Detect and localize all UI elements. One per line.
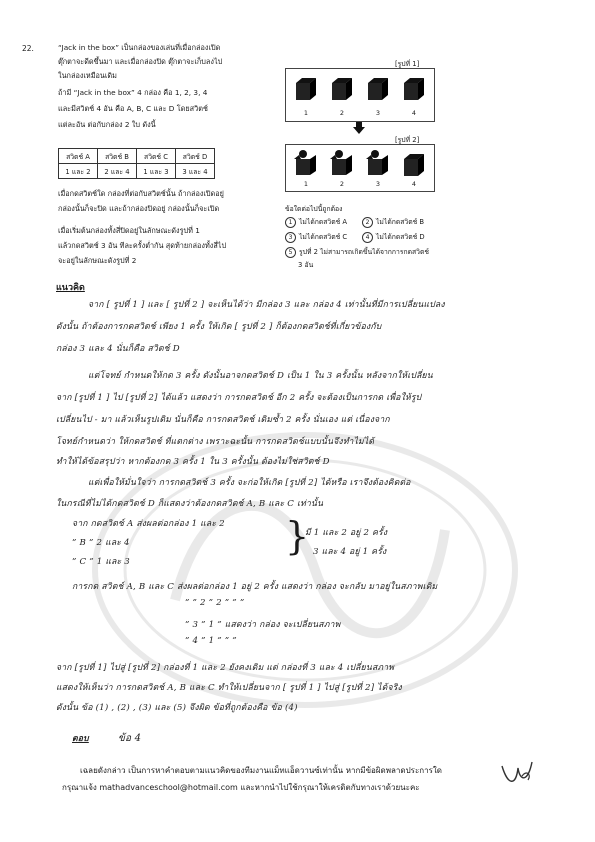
question-line: แล้วกดสวิตช์ 3 อัน ทีละครั้งต่ำกัน สุดท้ายกล่องทั้งสี่ไป — [58, 241, 227, 250]
question-line: เมื่อกดสวิตช์ใด กล่องที่ต่อกับสวิตช์นั้น ถ้ากล่องเปิดอยู่ — [58, 189, 224, 198]
choice-text: ไม่ได้กดสวิตช์ A — [299, 218, 348, 226]
open-box-with-toy-icon — [328, 149, 356, 177]
solution-line: แต่เพื่อให้มั่นใจว่า การกดสวิตช์ 3 ครั้ง จะก่อให้เกิด [รูปที่ 2] ได้หรือ เราจึงต้องคิดต่อ — [88, 478, 411, 488]
table-header: สวิตช์ D — [176, 149, 215, 164]
ditto-line: ” 3 ” 1 ” แสดงว่า กล่อง จะเปลี่ยนสภาพ — [185, 620, 341, 630]
question-number: 22. — [22, 44, 34, 53]
solution-line: จาก [ รูปที่ 1 ] และ [ รูปที่ 2 ] จะเห็นได้ว่า มีกล่อง 3 และ กล่อง 4 เท่านั้นที่มีการเปลี่ยนแปลง — [88, 300, 445, 310]
count-line: มี 1 และ 2 อยู่ 2 ครั้ง — [305, 528, 388, 538]
open-box-with-toy-icon — [292, 149, 320, 177]
closed-box-icon — [328, 75, 356, 103]
down-arrow-icon — [353, 122, 365, 134]
closed-box-icon — [292, 75, 320, 103]
choice-mark: 5 — [285, 247, 296, 258]
box-number: 4 — [411, 180, 417, 188]
table-header: สวิตช์ A — [59, 149, 98, 164]
table-header: สวิตช์ B — [98, 149, 137, 164]
choices-intro: ข้อใดต่อไปนี้ถูกต้อง — [285, 205, 343, 213]
right-brace: } — [285, 514, 310, 558]
solution-heading: แนวคิด — [56, 283, 85, 293]
closed-box-icon — [400, 151, 428, 179]
count-line: 3 และ 4 อยู่ 1 ครั้ง — [313, 547, 387, 557]
footer-line: กรุณาแจ้ง mathadvanceschool@hotmail.com และหากนำไปใช้กรุณาให้เครดิตกับทางเราด้วยนะคะ — [62, 783, 420, 792]
closed-box-icon — [400, 75, 428, 103]
switch-effect-line: จาก กดสวิตช์ A ส่งผลต่อกล่อง 1 และ 2 — [72, 519, 225, 529]
solution-line: ในกรณีที่ไม่ได้กดสวิตช์ D ก็แสดงว่าต้องกดสวิตช์ A, B และ C เท่านั้น — [56, 499, 324, 509]
choice-mark: 1 — [285, 217, 296, 228]
solution-line: โจทย์กำหนดว่า ให้กดสวิตช์ ที่แตกต่าง เพราะฉะนั้น การกดสวิตช์แบบนั้นจึงทำไม่ได้ — [56, 437, 375, 447]
box-number: 3 — [375, 180, 381, 188]
figure2-label: [รูปที่ 2] — [395, 136, 420, 144]
choice-5-continued: 3 อัน — [298, 261, 314, 269]
solution-line: แต่โจทย์ กำหนดให้กด 3 ครั้ง ดังนั้นอาจกดสวิตช์ D เป็น 1 ใน 3 ครั้งนั้น หลังจากให้เปลี่ยน — [88, 371, 433, 381]
box-number: 1 — [303, 109, 309, 117]
figure1-box — [285, 68, 435, 122]
solution-line: จาก [รูปที่ 1 ] ไป [รูปที่ 2] ได้แล้ว แสดงว่า การกดสวิตช์ อีก 2 ครั้ง จะต้องเป็นการกด เพื่อให้รูป — [56, 393, 422, 403]
table-cell: 1 และ 2 — [59, 164, 98, 179]
question-line: จะอยู่ในลักษณะดังรูปที่ 2 — [58, 256, 137, 265]
closed-box-icon — [364, 75, 392, 103]
choice-mark: 2 — [362, 217, 373, 228]
choice-text: ไม่ได้กดสวิตช์ D — [376, 233, 425, 241]
question-line: และมีสวิตช์ 4 อัน คือ A, B, C และ D โดยสวิตช์ — [58, 104, 208, 113]
solution-line: กล่อง 3 และ 4 นั่นก็คือ สวิตช์ D — [56, 344, 180, 354]
answer-label: ตอบ — [72, 734, 89, 744]
ditto-line: ” ” 2 ” 2 ” ” ” — [185, 598, 245, 608]
choice-1 — [285, 216, 347, 228]
choice-mark: 4 — [362, 232, 373, 243]
choice-2 — [362, 216, 424, 228]
choice-4 — [362, 231, 425, 243]
table-cell: 3 และ 4 — [176, 164, 215, 179]
question-line: ในกล่องเหมือนเดิม — [58, 71, 117, 80]
figure1-label: [รูปที่ 1] — [395, 60, 420, 68]
question-line: ถ้ามี “Jack in the box” 4 กล่อง คือ 1, 2, 3, 4 — [58, 88, 208, 97]
solution-line: การกด สวิตช์ A, B และ C ส่งผลต่อกล่อง 1 อยู่ 2 ครั้ง แสดงว่า กล่อง จะกลับ มาอยู่ในสภาพเดิม — [72, 582, 438, 592]
open-box-with-toy-icon — [364, 149, 392, 177]
choice-text: รูปที่ 2 ไม่สามารถเกิดขึ้นได้จากการกดสวิตช์ — [299, 248, 430, 256]
question-line: “Jack in the box” เป็นกล่องของเล่นที่เมื่อกล่องเปิด — [58, 43, 221, 52]
solution-line: ดังนั้น ถ้าต้องการกดสวิตช์ เพียง 1 ครั้ง ให้เกิด [ รูปที่ 2 ] ก็ต้องกดสวิตช์ที่เกี่ยวข้องกับ — [56, 322, 382, 332]
question-line: เมื่อเริ่มต้นกล่องทั้งสี่ปิดอยู่ในลักษณะดังรูปที่ 1 — [58, 226, 200, 235]
box-number: 3 — [375, 109, 381, 117]
solution-line: ดังนั้น ข้อ (1) , (2) , (3) และ (5) จึงผิด ข้อที่ถูกต้องคือ ข้อ (4) — [56, 703, 298, 713]
box-number: 2 — [339, 109, 345, 117]
table-header: สวิตช์ C — [137, 149, 176, 164]
switch-effect-line: ” B ” 2 และ 4 — [72, 538, 130, 548]
question-line: กล่องนั้นก็จะปิด และถ้ากล่องปิดอยู่ กล่องนั้นก็จะเปิด — [58, 204, 220, 213]
choice-text: ไม่ได้กดสวิตช์ C — [299, 233, 348, 241]
question-line: ตุ๊กตาจะดีดขึ้นมา และเมื่อกล่องปิด ตุ๊กตาจะเก็บลงไป — [58, 57, 223, 66]
table-cell: 2 และ 4 — [98, 164, 137, 179]
question-line: แต่ละอัน ต่อกับกล่อง 2 ใบ ดังนี้ — [58, 120, 156, 129]
switch-effect-line: ” C ” 1 และ 3 — [72, 557, 130, 567]
solution-line: ทำให้ได้ข้อสรุปว่า หากต้องกด 3 ครั้ง 1 ใน 3 ครั้งนั้น ต้องไม่ใช่สวิตช์ D — [56, 457, 330, 467]
signature-mark — [498, 756, 538, 790]
choice-3 — [285, 231, 347, 243]
footer-line: เฉลยดังกล่าว เป็นการหาคำตอบตามแนวคิดของทีมงานแม็ทแอ็ดวานซ์เท่านั้น หากมีข้อผิดพลาดประการใด — [80, 766, 442, 775]
solution-line: จาก [รูปที่ 1] ไปสู่ [รูปที่ 2] กล่องที่ 1 และ 2 ยังคงเดิม แต่ กล่องที่ 3 และ 4 เปลี่ยนสภาพ — [56, 663, 395, 673]
solution-line: เปลี่ยนไป - มา แล้วเห็นรูปเดิม นั่นก็คือ การกดสวิตช์ เดิมซ้ำ 2 ครั้ง นั่นเอง แต่ เนื่องจาก — [56, 415, 390, 425]
choice-text: ไม่ได้กดสวิตช์ B — [376, 218, 425, 226]
box-number: 4 — [411, 109, 417, 117]
ditto-line: ” 4 ” 1 ” ” ” — [185, 636, 237, 646]
box-number: 2 — [339, 180, 345, 188]
choice-5 — [285, 246, 429, 258]
solution-line: แสดงให้เห็นว่า การกดสวิตช์ A, B และ C ทำให้เปลี่ยนจาก [ รูปที่ 1 ] ไปสู่ [รูปที่ 2] ได้จริง — [56, 683, 402, 693]
figure2-box — [285, 144, 435, 192]
answer-value: ข้อ 4 — [118, 733, 142, 744]
box-number: 1 — [303, 180, 309, 188]
switch-table — [58, 148, 215, 179]
choice-mark: 3 — [285, 232, 296, 243]
table-cell: 1 และ 3 — [137, 164, 176, 179]
